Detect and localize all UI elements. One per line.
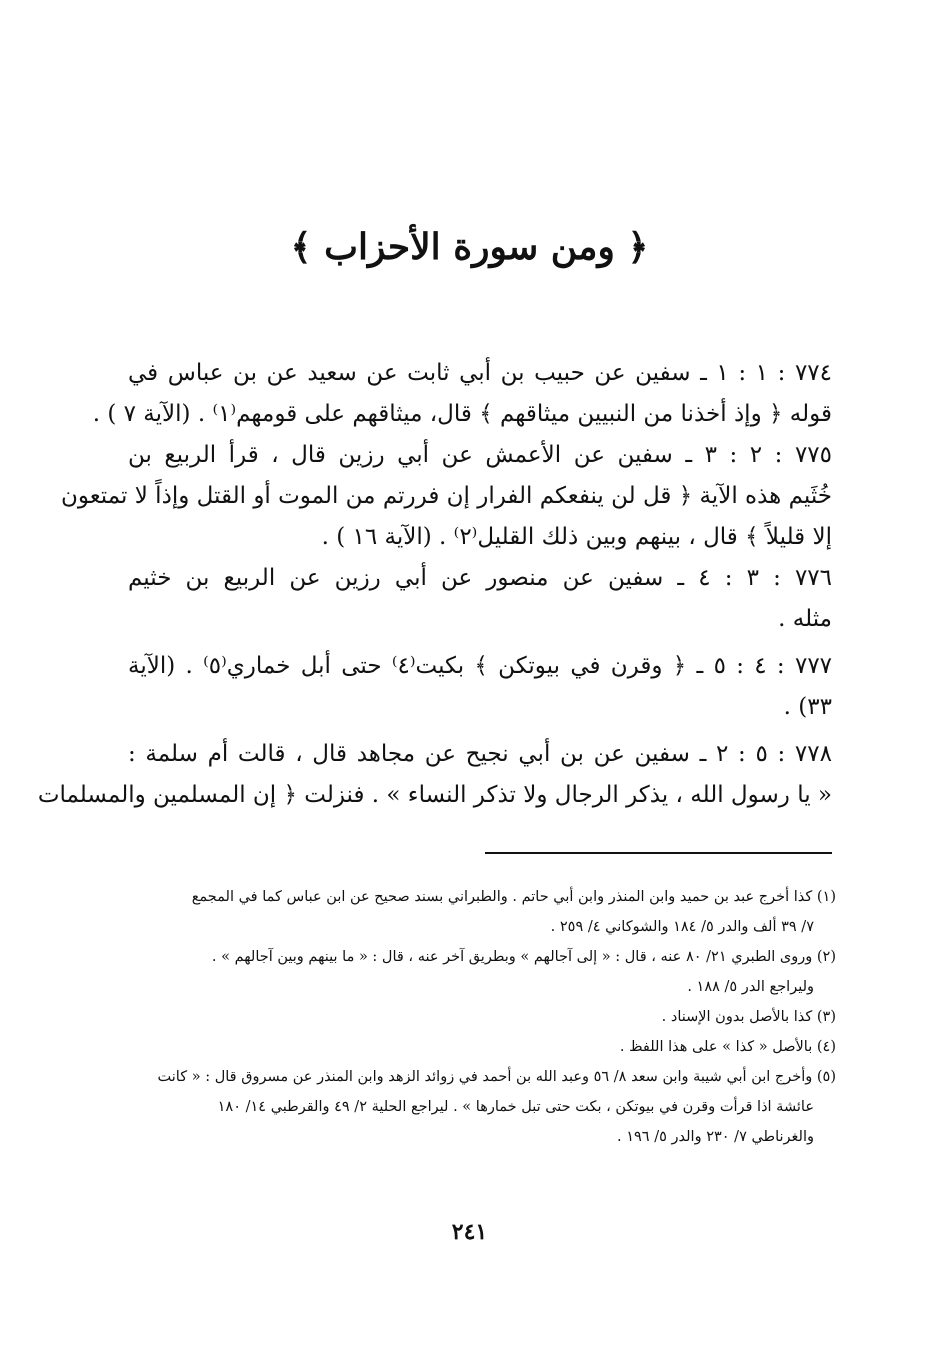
entry-776 [128,558,832,640]
surah-heading: ﴿ ومن سورة الأحزاب ﴾ [290,226,649,268]
footnotes [128,882,836,1152]
entry-777 [128,646,832,728]
footnote-line: (٤) بالأصل « كذا » على هذا اللفظ . [619,1039,836,1055]
text-line: إلا قليلاً ﴾ قال ، بينهم وبين ذلك القليل⁽٢⁾ . (الآية ١٦ ) . [321,524,832,550]
main-text [37,353,833,816]
footnote-line: (٣) كذا بالأصل بدون الإسناد . [661,1009,836,1025]
text-line: مثله . [778,606,832,632]
footnote-5 [128,1062,836,1152]
text-line: ٧٧٧ : ٤ : ٥ ـ ﴿ وقرن في بيوتكن ﴾ بكيت⁽٤⁾ حتى أبل خماري⁽٥⁾ . (الآية [128,653,833,679]
footnote-4 [128,1032,836,1062]
footnote-line: عائشة اذا قرأت وقرن في بيوتكن ، بكت حتى تبل خمارها » . ليراجع الحلية ٢/ ٤٩ والقرطبي ١٤/ ١٨٠ [217,1099,814,1115]
footnote-line: (٥) وأخرج ابن أبي شيبة وابن سعد ٨/ ٥٦ وعبد الله بن أحمد في زوائد الزهد وابن المنذر عن مسروق قال : « كانت [157,1069,836,1085]
page-number: ٢٤١ [451,1219,488,1245]
footnote-1 [128,882,836,942]
footnote-line: والغرناطي ٧/ ٢٣٠ والدر ٥/ ١٩٦ . [617,1129,814,1145]
footnote-line: وليراجع الدر ٥/ ١٨٨ . [687,979,814,995]
footnote-line: (٢) وروى الطبري ٢١/ ٨٠ عنه ، قال : « إلى آجالهم » وبطريق آخر عنه ، قال : « ما بينهم وبين آجالهم » . [211,949,836,965]
footnote-2 [128,942,836,1002]
text-line: ٧٧٦ : ٣ : ٤ ـ سفين عن منصور عن أبي رزين عن الربيع بن خثيم [128,565,833,591]
text-line: ٣٣) . [783,694,832,720]
text-line: « يا رسول الله ، يذكر الرجال ولا تذكر النساء » . فنزلت ﴿ إن المسلمين والمسلمات [37,782,832,808]
footnote-separator [485,852,832,854]
text-line: خُثَيم هذه الآية ﴿ قل لن ينفعكم الفرار إن فررتم من الموت أو القتل وإذاً لا تمتعون [60,483,832,509]
text-line: ٧٧٨ : ٥ : ٢ ـ سفين عن بن أبي نجيح عن مجاهد قال ، قالت أم سلمة : [128,741,832,767]
footnote-line: (١) كذا أخرج عبد بن حميد وابن المنذر وابن أبي حاتم . والطبراني بسند صحيح عن ابن عباس كما في المجمع [191,889,836,905]
footnote-3 [128,1002,836,1032]
text-line: ٧٧٤ : ١ : ١ ـ سفين عن حبيب بن أبي ثابت عن سعيد عن بن عباس في [128,360,832,386]
text-line: قوله ﴿ وإذ أخذنا من النبيين ميثاقهم ﴾ قال، ميثاقهم على قومهم⁽١⁾ . (الآية ٧ ) . [92,401,832,427]
entry-775 [60,435,833,558]
entry-778 [37,734,832,816]
entry-774 [92,353,832,435]
text-line: ٧٧٥ : ٢ : ٣ ـ سفين عن الأعمش عن أبي رزين قال ، قرأ الربيع بن [128,442,833,468]
footnote-line: ٧/ ٣٩ ألف والدر ٥/ ١٨٤ والشوكاني ٤/ ٢٥٩ . [550,919,814,935]
